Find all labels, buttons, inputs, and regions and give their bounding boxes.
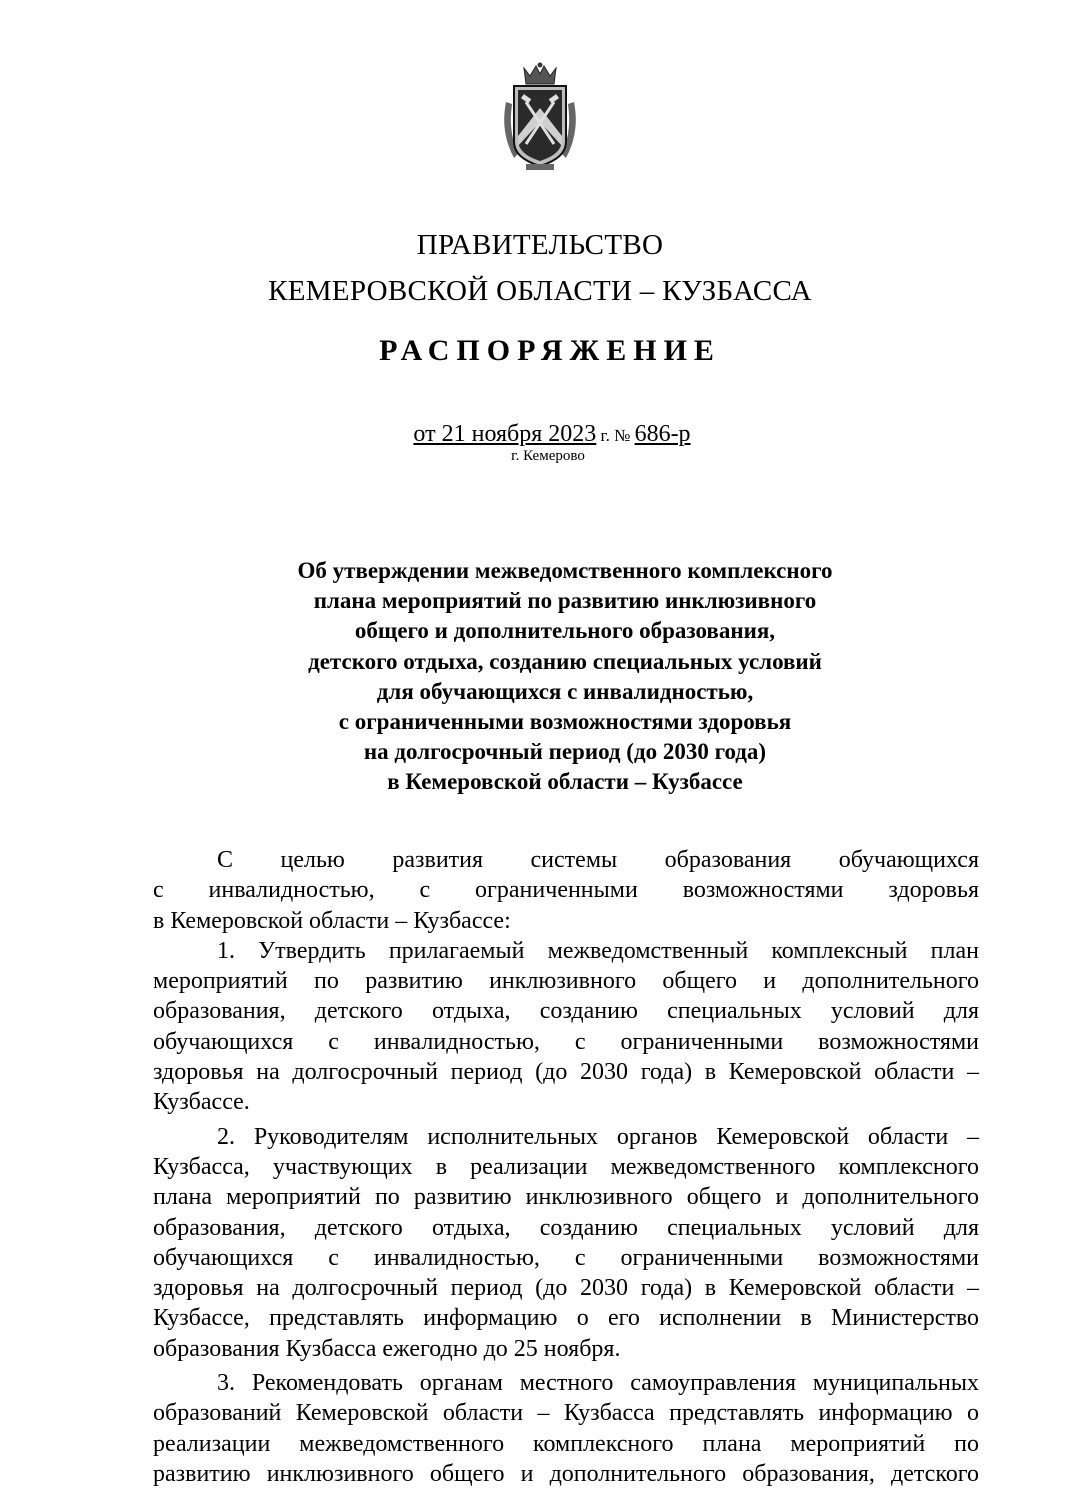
body-line: обучающихся с инвалидностью, с ограниченными возможностями — [153, 1028, 979, 1055]
body-line: в Кемеровской области – Кузбассе: — [153, 907, 511, 934]
body-line: Кузбасса, участвующих в реализации межведомственного комплексного — [153, 1153, 979, 1180]
document-date: от 21 ноября 2023 — [413, 421, 597, 447]
coat-of-arms-icon — [496, 62, 584, 172]
title-line: общего и дополнительного образования, — [354, 618, 776, 644]
document-title — [0, 556, 1080, 798]
title-line: с ограниченными возможностями здоровья — [338, 709, 792, 735]
document-city: г. Кемерово — [511, 448, 585, 464]
title-line: Об утверждении межведомственного комплексного — [297, 558, 833, 583]
title-line: на долгосрочный период (до 2030 года) — [363, 739, 767, 765]
body-line: здоровья на долгосрочный период (до 2030 года) в Кемеровской области – — [153, 1059, 979, 1086]
document-number: 686-р — [634, 421, 691, 447]
date-number-line — [0, 418, 1080, 452]
body-line: здоровья на долгосрочный период (до 2030 года) в Кемеровской области – — [153, 1275, 979, 1302]
body-line: 2. Руководителям исполнительных органов Кемеровской области – — [217, 1123, 979, 1150]
body-line: реализации межведомственного комплексного плана мероприятий по — [153, 1430, 979, 1457]
body-line: Кузбассе, представлять информацию о его исполнении в Министерство — [153, 1305, 979, 1332]
org-line-2: КЕМЕРОВСКОЙ ОБЛАСТИ – КУЗБАССА — [268, 275, 812, 307]
body-line: образований Кемеровской области – Кузбасса представлять информацию о — [153, 1400, 979, 1427]
body-line: мероприятий по развитию инклюзивного общего и дополнительного — [153, 968, 979, 995]
body-line: образования, детского отдыха, созданию специальных условий для — [153, 998, 979, 1025]
body-line: Кузбассе. — [153, 1089, 250, 1116]
organization-name — [0, 222, 1080, 314]
body-line: развитию инклюзивного общего и дополнительного образования, детского — [153, 1460, 979, 1487]
body-line: плана мероприятий по развитию инклюзивного общего и дополнительного — [153, 1184, 979, 1211]
intro-paragraph — [153, 845, 979, 936]
year-number-label: г. № — [596, 426, 635, 445]
body-line: 1. Утвердить прилагаемый межведомственный комплексный план — [217, 937, 979, 964]
body-line: образования, детского отдыха, созданию специальных условий для — [153, 1214, 979, 1241]
document-type: РАСПОРЯЖЕНИЕ — [379, 334, 721, 367]
title-line: плана мероприятий по развитию инклюзивного — [313, 588, 817, 614]
body-line: обучающихся с инвалидностью, с ограниченными возможностями — [153, 1244, 979, 1271]
paragraph-1 — [153, 936, 979, 1118]
paragraph-3 — [153, 1368, 979, 1489]
title-line: для обучающихся с инвалидностью, — [376, 678, 754, 704]
body-line: 3. Рекомендовать органам местного самоуправления муниципальных — [217, 1370, 979, 1397]
title-line: детского отдыха, созданию специальных условий — [308, 648, 822, 674]
paragraph-2 — [153, 1122, 979, 1364]
org-line-1: ПРАВИТЕЛЬСТВО — [416, 229, 664, 261]
body-line: С целью развития системы образования обучающихся — [217, 847, 979, 873]
body-line: с инвалидностью, с ограниченными возможностями здоровья — [153, 877, 979, 904]
document-body — [153, 845, 979, 1489]
body-line: образования Кузбасса ежегодно до 25 ноября. — [153, 1335, 621, 1362]
title-line: в Кемеровской области – Кузбассе — [387, 769, 743, 795]
